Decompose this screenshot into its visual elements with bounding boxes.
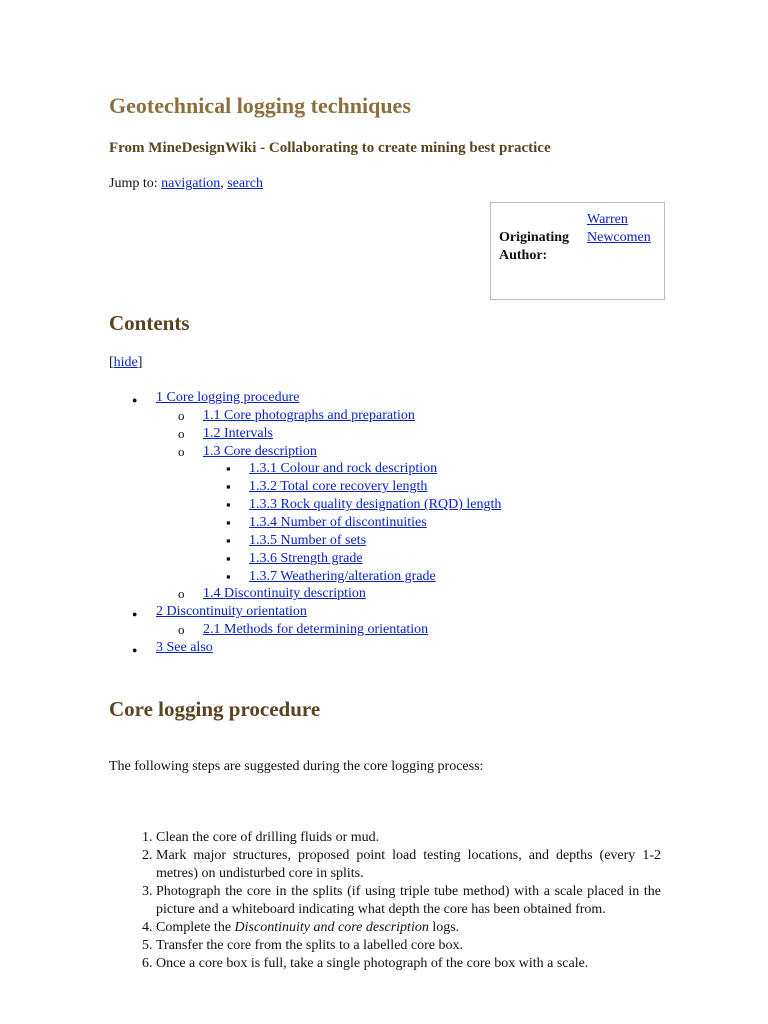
jump-prefix: Jump to:: [109, 176, 162, 191]
toc-bullet-icon: o: [178, 586, 185, 602]
jump-navigation-link[interactable]: navigation: [161, 176, 221, 191]
step-item: 4. Complete the Discontinuity and core description logs.: [156, 919, 661, 937]
jump-search-link[interactable]: search: [227, 176, 263, 191]
toc-link[interactable]: 2.1 Methods for determining orientation: [203, 622, 429, 638]
toc-bullet-icon: o: [178, 425, 185, 441]
toc-link[interactable]: 1.3.6 Strength grade: [249, 550, 363, 566]
toc-toggle: [hide]: [109, 355, 143, 370]
step-item: 1. Clean the core of drilling fluids or mud.: [156, 829, 661, 847]
toc-bullet-icon: ●: [132, 609, 138, 620]
toc-bullet-icon: ●: [132, 644, 138, 655]
toc-bullet-icon: ●: [132, 395, 138, 405]
toc-bullet-icon: ▪: [226, 550, 231, 566]
site-subtitle: From MineDesignWiki - Collaborating to create mining best practice: [109, 140, 551, 156]
toc-link[interactable]: 1.3.7 Weathering/alteration grade: [249, 568, 436, 584]
toc-link[interactable]: 1.4 Discontinuity description: [203, 586, 366, 602]
toc-link[interactable]: 1.3.5 Number of sets: [249, 532, 367, 548]
toc-link[interactable]: 1.3.3 Rock quality designation (RQD) length: [249, 497, 502, 513]
toc-bullet-icon: ▪: [226, 568, 231, 584]
toc-bullet-icon: ▪: [226, 479, 231, 495]
toc-link[interactable]: 1.3.2 Total core recovery length: [249, 479, 428, 495]
toc-bullet-icon: ▪: [226, 461, 231, 477]
page-title: Geotechnical logging techniques: [109, 93, 411, 118]
step-item: 5. Transfer the core from the splits to a labelled core box.: [156, 937, 661, 955]
section-intro: The following steps are suggested during the core logging process:: [109, 759, 484, 774]
toc-link[interactable]: 1.1 Core photographs and preparation: [203, 407, 415, 423]
toc-bullet-icon: ▪: [226, 514, 231, 530]
toc-link[interactable]: 1.3.1 Colour and rock description: [249, 461, 438, 477]
toc-bullet-icon: ▪: [226, 497, 231, 513]
section-heading-core-logging: Core logging procedure: [109, 697, 321, 721]
hide-toc-link[interactable]: hide: [113, 355, 138, 370]
author-infobox: [490, 202, 665, 300]
step-item: 2. Mark major structures, proposed point load testing locations, and depths (every 1-2 metres) on undisturbed core in splits.: [156, 847, 661, 883]
author-name-link[interactable]: Warren Newcomen: [587, 212, 651, 245]
jump-to-links: [109, 175, 263, 193]
toc-link[interactable]: 1.3 Core description: [203, 443, 317, 459]
author-label: Originating Author:: [499, 230, 570, 263]
steps-list: [109, 829, 661, 973]
toc-bullet-icon: o: [178, 622, 185, 638]
step-item: 6. Once a core box is full, take a single photograph of the core box with a scale.: [156, 955, 661, 973]
step-item: 3. Photograph the core in the splits (if using triple tube method) with a scale placed in the picture and a whiteboard indicating what depth the core has been obtained from.: [156, 883, 661, 919]
toc-link[interactable]: 1.2 Intervals: [203, 425, 273, 441]
jump-separator: ,: [220, 176, 228, 191]
toc-bullet-icon: o: [178, 443, 185, 459]
toc-bullet-icon: ▪: [226, 532, 231, 548]
toc-link[interactable]: 2 Discontinuity orientation: [156, 604, 307, 620]
contents-heading: Contents: [109, 311, 190, 335]
toc-link[interactable]: 3 See also: [156, 639, 213, 655]
toc-link[interactable]: 1 Core logging procedure: [156, 390, 300, 405]
toc-link[interactable]: 1.3.4 Number of discontinuities: [249, 514, 427, 530]
toc-bullet-icon: o: [178, 407, 185, 423]
